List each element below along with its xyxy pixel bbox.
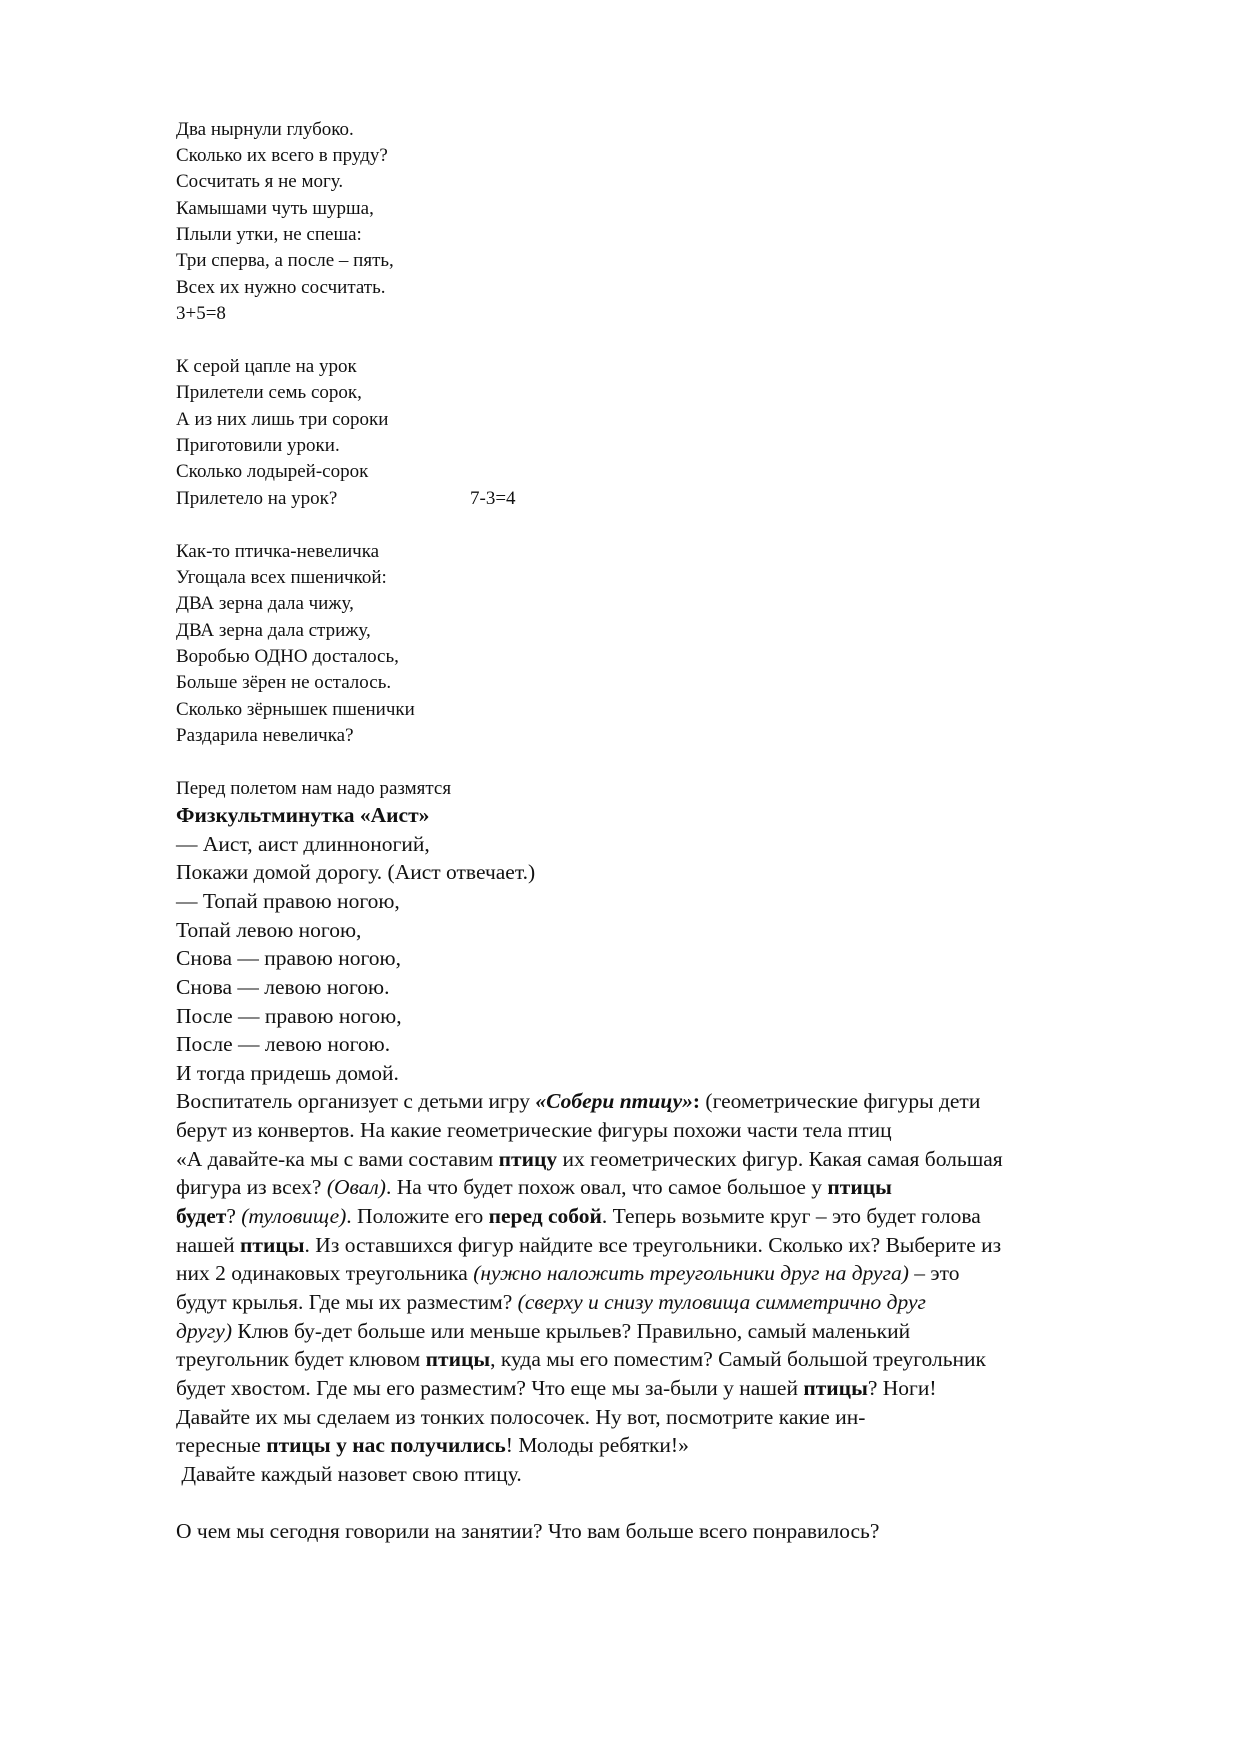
poem-line: К серой цапле на урок bbox=[176, 356, 357, 377]
game-line: тересные птицы у нас получились! Молоды ребятки!» bbox=[176, 1433, 689, 1457]
game-line: фигура из всех? (Овал). На что будет похож овал, что самое большое у птицы bbox=[176, 1175, 892, 1199]
poem-answer: 3+5=8 bbox=[176, 303, 226, 324]
game-line: них 2 одинаковых треугольника (нужно наложить треугольники друг на друга) – это bbox=[176, 1261, 960, 1285]
poem-line: ДВА зерна дала стрижу, bbox=[176, 620, 371, 641]
poem-line: Как-то птичка-невеличка bbox=[176, 541, 380, 562]
game-line: берут из конвертов. На какие геометрические фигуры похожи части тела птиц bbox=[176, 1118, 892, 1142]
game-line: «А давайте-ка мы с вами составим птицу их геометрических фигур. Какая самая большая bbox=[176, 1147, 1003, 1171]
fizminutka-title: Физкультминутка «Аист» bbox=[176, 803, 430, 827]
poem-line: Прилетели семь сорок, bbox=[176, 382, 362, 403]
game-line: нашей птицы. Из оставшихся фигур найдите все треугольники. Сколько их? Выберите из bbox=[176, 1233, 1002, 1257]
poem-line: Камышами чуть шурша, bbox=[176, 198, 374, 219]
poem-line: Два нырнули глубоко. bbox=[176, 119, 354, 140]
poem-answer: 7-3=4 bbox=[470, 488, 516, 509]
poem-line: ДВА зерна дала чижу, bbox=[176, 593, 354, 614]
fizminutka-line: Снова — левою ногою. bbox=[176, 975, 390, 999]
poem-line: Больше зёрен не осталось. bbox=[176, 672, 392, 693]
closing-question: О чем мы сегодня говорили на занятии? Что вам больше всего понравилось? bbox=[176, 1519, 880, 1543]
poem-line: Всех их нужно сосчитать. bbox=[176, 277, 386, 298]
fizminutka-line: После — левою ногою. bbox=[176, 1032, 391, 1056]
game-line: Давайте их мы сделаем из тонких полосочек. Ну вот, посмотрите какие ин- bbox=[176, 1405, 866, 1429]
fizminutka-line: Снова — правою ногою, bbox=[176, 946, 401, 970]
game-line: будут крылья. Где мы их разместим? (сверху и снизу туловища симметрично друг bbox=[176, 1290, 926, 1314]
poem-line: Сколько лодырей-сорок bbox=[176, 461, 369, 482]
poem-line: Приготовили уроки. bbox=[176, 435, 340, 456]
fizminutka-line: После — правою ногою, bbox=[176, 1004, 402, 1028]
poem-line: А из них лишь три сороки bbox=[176, 409, 389, 430]
fizminutka-line: Покажи домой дорогу. (Аист отвечает.) bbox=[176, 860, 536, 884]
game-line: будет хвостом. Где мы его разместим? Что еще мы за-были у нашей птицы? Ноги! bbox=[176, 1376, 937, 1400]
poem-line: Прилетело на урок? bbox=[176, 488, 338, 509]
fizminutka-line: Топай левою ногою, bbox=[176, 918, 362, 942]
game-line: Воспитатель организует с детьми игру «Собери птицу»: (геометрические фигуры дети bbox=[176, 1089, 981, 1113]
poem-line: Раздарила невеличка? bbox=[176, 725, 354, 746]
poem-line: Сосчитать я не могу. bbox=[176, 171, 344, 192]
fizminutka-line: И тогда придешь домой. bbox=[176, 1061, 399, 1085]
poem-line: Сколько зёрнышек пшенички bbox=[176, 699, 415, 720]
intro-text: Перед полетом нам надо размятся bbox=[176, 778, 452, 799]
fizminutka-line: — Топай правою ногою, bbox=[176, 889, 400, 913]
poem-line: Три сперва, а после – пять, bbox=[176, 250, 394, 271]
game-line: треугольник будет клювом птицы, куда мы его поместим? Самый большой треугольник bbox=[176, 1347, 987, 1371]
game-line: Давайте каждый назовет свою птицу. bbox=[176, 1462, 522, 1486]
game-line: будет? (туловище). Положите его перед собой. Теперь возьмите круг – это будет голова bbox=[176, 1204, 981, 1228]
poem-line: Воробью ОДНО досталось, bbox=[176, 646, 399, 667]
poem-line: Сколько их всего в пруду? bbox=[176, 145, 388, 166]
poem-line: Угощала всех пшеничкой: bbox=[176, 567, 387, 588]
game-line: другу) Клюв бу-дет больше или меньше крыльев? Правильно, самый маленький bbox=[176, 1319, 911, 1343]
poem-line: Плыли утки, не спеша: bbox=[176, 224, 362, 245]
fizminutka-line: — Аист, аист длинноногий, bbox=[176, 832, 430, 856]
